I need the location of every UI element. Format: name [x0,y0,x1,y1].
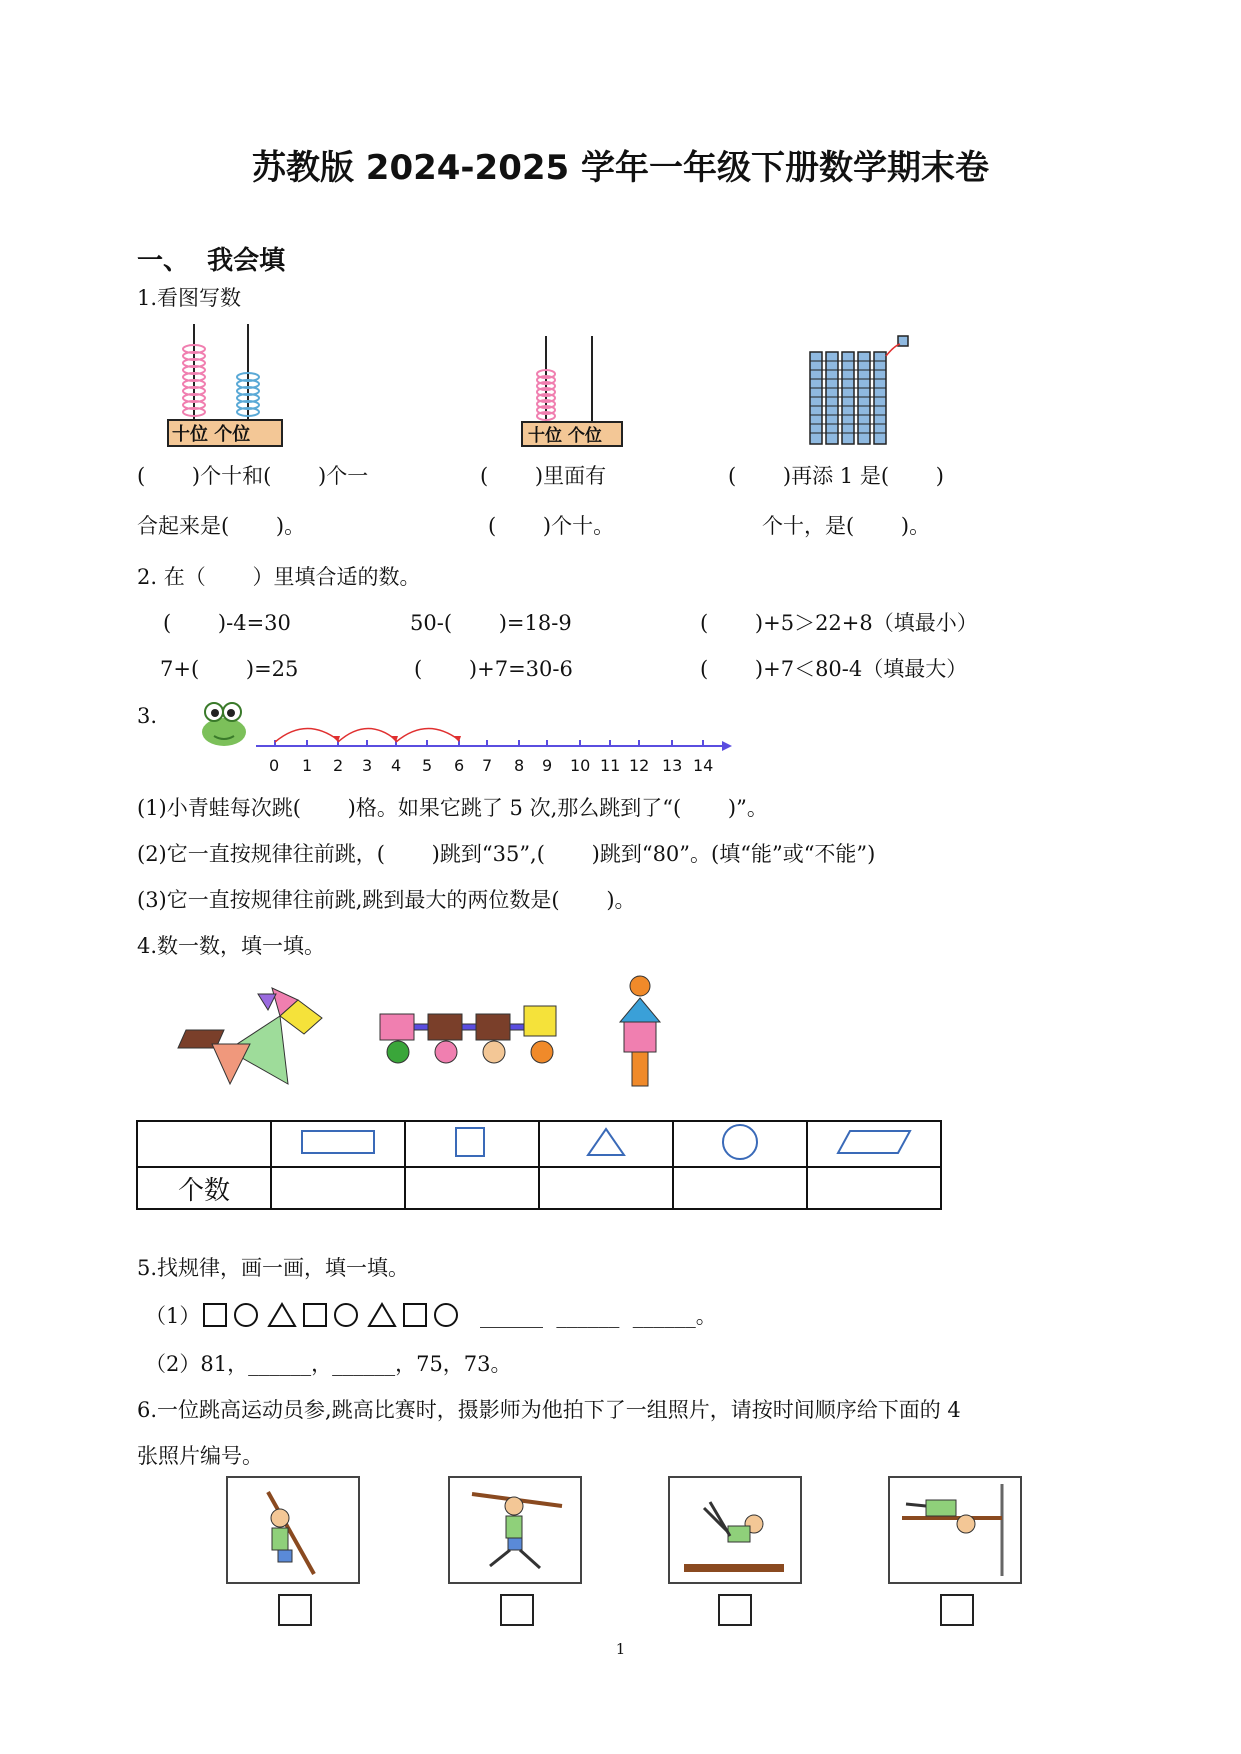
tick-5: 5 [422,756,433,775]
page-title: 苏教版 2024-2025 学年一年级下册数学期末卷 [251,148,990,188]
shape-count-table [136,1120,942,1210]
jumper-running-icon [450,1478,580,1582]
table-row-label: 个数 [137,1167,271,1209]
q1-blank-1a[interactable]: ( )个十和( )个一 [137,464,369,488]
q1-blank-2b[interactable]: ( )个十。 [488,514,615,538]
tick-1: 1 [302,756,313,775]
q6-line-2: 张照片编号。 [137,1444,263,1468]
order-box-3[interactable] [718,1594,752,1626]
circle-icon [723,1125,757,1159]
q5-part1-blanks[interactable]: ______ ______ ______。 [480,1304,717,1328]
tick-8: 8 [514,756,525,775]
count-parallelogram-cell[interactable] [807,1167,941,1209]
section-heading: 一、 我会填 [137,246,286,276]
tick-2: 2 [333,756,344,775]
tick-6: 6 [454,756,465,775]
q1-blank-3a[interactable]: ( )再添 1 是( ) [728,464,944,488]
count-circle-cell[interactable] [673,1167,807,1209]
tangram-figure [168,980,328,1090]
count-rectangle-cell[interactable] [271,1167,405,1209]
q2-eq-3[interactable]: ( )+5＞22+8（填最小） [700,611,978,635]
table-header-rectangle [271,1121,405,1167]
table-header-empty [137,1121,271,1167]
jumper-pole-run-icon [228,1478,358,1582]
abacus-2-label: 十位 个位 [528,426,602,446]
count-square-cell[interactable] [405,1167,539,1209]
q1-blank-2a[interactable]: ( )里面有 [480,464,607,488]
order-box-4[interactable] [940,1594,974,1626]
parallelogram-icon [838,1131,910,1153]
tick-12: 12 [629,756,650,775]
table-header-square [405,1121,539,1167]
q2-eq-1[interactable]: ( )-4=30 [163,611,291,635]
tower-figure [610,974,670,1092]
photo-4 [888,1476,1022,1584]
q5-part2[interactable]: （2）81，______，______，75，73。 [145,1352,512,1376]
train-figure [378,1002,564,1078]
order-box-2[interactable] [500,1594,534,1626]
table-header-circle [673,1121,807,1167]
q6-line-1: 6.一位跳高运动员参,跳高比赛时，摄影师为他拍下了一组照片，请按时间顺序给下面的 4 [137,1398,961,1422]
q1-blank-1b[interactable]: 合起来是( )。 [137,514,306,538]
q2-eq-5[interactable]: ( )+7=30-6 [414,657,573,681]
photo-1 [226,1476,360,1584]
q5-label: 5.找规律，画一画，填一填。 [137,1256,410,1280]
tick-14: 14 [693,756,714,775]
abacus-1-label: 十位 个位 [172,424,251,445]
tick-4: 4 [391,756,402,775]
rectangle-icon [302,1131,374,1153]
shape-pattern [202,1300,472,1330]
q3-label: 3. [137,704,158,728]
jumper-landing-icon [670,1478,800,1582]
q3-sub-2[interactable]: (2)它一直按规律往前跳，( )跳到“35”,( )跳到“80”。(填“能”或“不能”) [137,842,876,866]
tick-7: 7 [482,756,493,775]
q3-sub-3[interactable]: (3)它一直按规律往前跳,跳到最大的两位数是( )。 [137,888,636,912]
tick-3: 3 [362,756,373,775]
tick-11: 11 [600,756,621,775]
q4-label: 4.数一数，填一填。 [137,934,326,958]
table-header-triangle [539,1121,673,1167]
tick-0: 0 [269,756,280,775]
frog-icon [196,698,252,750]
tick-13: 13 [662,756,683,775]
q1-blank-3b[interactable]: 个十，是( )。 [762,514,931,538]
q2-eq-4[interactable]: 7+( )=25 [160,657,299,681]
tick-10: 10 [570,756,591,775]
cube-sticks [808,330,918,448]
jumper-over-bar-icon [890,1478,1020,1582]
q2-eq-2[interactable]: 50-( )=18-9 [410,611,572,635]
q3-sub-1[interactable]: (1)小青蛙每次跳( )格。如果它跳了 5 次,那么跳到了“( )”。 [137,796,768,820]
photo-2 [448,1476,582,1584]
page-number: 1 [615,1640,626,1658]
q2-eq-6[interactable]: ( )+7＜80-4（填最大） [700,657,968,681]
square-icon [456,1128,484,1156]
q2-label: 2. 在（ ）里填合适的数。 [137,565,421,589]
order-box-1[interactable] [278,1594,312,1626]
q1-label: 1.看图写数 [137,286,242,310]
table-header-parallelogram [807,1121,941,1167]
triangle-icon [588,1129,624,1155]
q5-part1-prefix: （1） [145,1304,201,1328]
photo-3 [668,1476,802,1584]
count-triangle-cell[interactable] [539,1167,673,1209]
tick-9: 9 [542,756,553,775]
